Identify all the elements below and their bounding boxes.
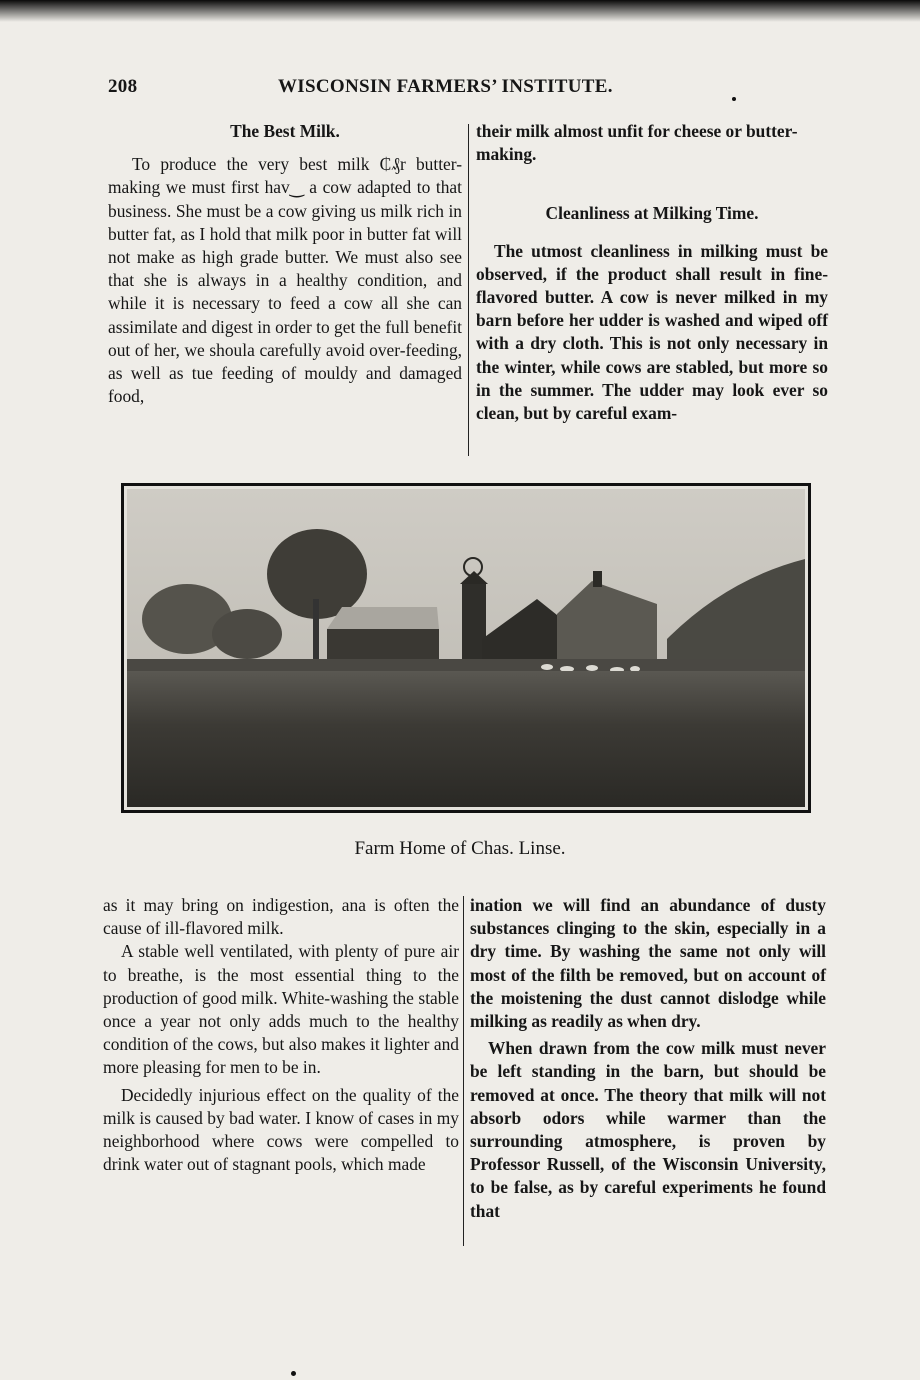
paragraph-water: Decidedly injurious effect on the quality of the milk is caused by bad water. I know of cases in my neighborhood where cows were compelled to drink water out of stagnant pools, which made — [103, 1084, 459, 1175]
figure-caption: Farm Home of Chas. Linse. — [354, 838, 566, 859]
column-bottom-left — [103, 894, 459, 1176]
shed-roof — [327, 607, 439, 629]
column-top-right — [476, 120, 828, 425]
tree — [212, 609, 282, 659]
section-heading-best-milk: The Best Milk. — [230, 121, 340, 141]
horizon — [127, 659, 805, 671]
section-heading-cleanliness: Cleanliness at Milking Time. — [545, 203, 759, 224]
tree-trunk — [313, 599, 319, 659]
column-top-left — [108, 120, 462, 408]
barn-chimney — [593, 571, 602, 587]
field — [127, 671, 805, 807]
farm-photo-image — [127, 489, 805, 807]
column-bottom-right — [470, 894, 826, 1223]
print-speck — [732, 97, 736, 101]
paragraph-cleanliness: The utmost cleanliness in milking must be observed, if the product shall result in fine-flavored butter. A cow is never milked in my barn before her udder is washed and wiped off with a dry cloth. This is not only necessary in the winter, while cows are stabled, but more so in the summer. The udder may look ever so clean, but by careful exam- — [476, 240, 828, 424]
running-title: WISCONSIN FARMERS’ INSTITUTE. — [278, 76, 613, 97]
paragraph-milk-removal: When drawn from the cow milk must never be left standing in the barn, but should be removed at once. The theory that milk will not absorb odors while warmer than the surrounding atmosphere, is proven by Professor Russell, of the Wisconsin University, to be false, as by careful experiments he found that — [470, 1038, 826, 1221]
column-divider-bottom — [463, 896, 464, 1246]
paragraph-best-milk: To produce the very best milk ₵₰r butter-making we must first hav‿ a cow adapted to that business. She must be a cow giving us milk rich in butter fat, as I hold that milk poor in butter fat will not make as high grade butter. We must also see that she is always in a healthy condition, and while it is necessary to feed a cow all she can assimilate and digest in order to get the full benefit out of her, we shoula carefully avoid over-feeding, as well as tue feeding of mouldy and damaged food, — [108, 154, 462, 407]
scan-edge — [0, 0, 920, 22]
paragraph-continuation: ination we will find an abundance of dusty substances clinging to the skin, especially in a dry time. By washing the same not only will most of the filth be removed, but on account of the moistening the dust cannot dislodge while milking as readily as when dry. — [470, 895, 826, 1032]
paragraph-stable: A stable well ventilated, with plenty of pure air to breathe, is the most essential thing to the production of good milk. White-washing the stable once a year not only adds much to the healthy condition of the cows, but also makes it lighter and more pleasing for men to be in. — [103, 941, 459, 1078]
column-divider-top — [468, 124, 469, 456]
page-number: 208 — [108, 76, 138, 97]
paragraph-continuation: their milk almost unfit for cheese or butter-making. — [476, 121, 798, 165]
paragraph-continuation: as it may bring on indigestion, ana is often the cause of ill-flavored milk. — [103, 895, 459, 939]
farm-photo — [121, 483, 811, 813]
print-speck — [291, 1371, 296, 1376]
